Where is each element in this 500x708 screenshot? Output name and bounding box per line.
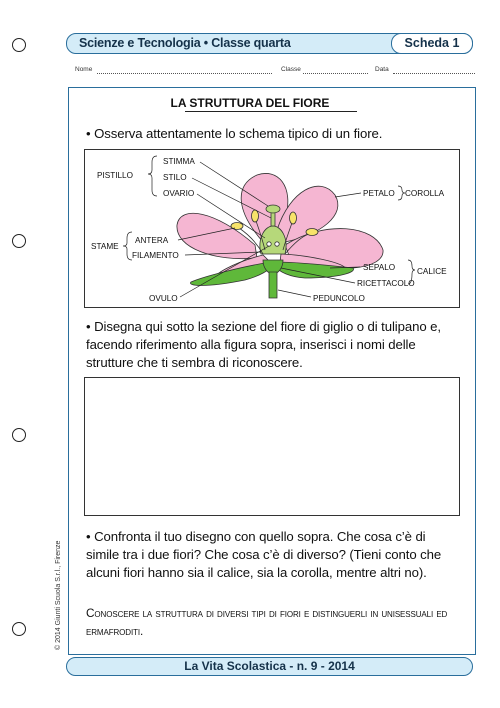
header-title: Scienze e Tecnologia • Classe quarta <box>79 36 291 50</box>
style <box>271 212 275 226</box>
label-stilo: STILO <box>163 173 187 182</box>
binder-hole <box>12 234 26 248</box>
drawing-area[interactable] <box>84 377 460 516</box>
flower-illustration <box>85 150 459 307</box>
instruction-observe: • Osserva attentamente lo schema tipico di un fiore. <box>86 126 383 141</box>
flower-diagram <box>84 149 460 308</box>
stigma <box>266 205 280 213</box>
label-stimma: STIMMA <box>163 157 195 166</box>
label-calice: CALICE <box>417 267 447 276</box>
binder-hole <box>12 622 26 636</box>
anther <box>290 212 297 224</box>
learning-objective: Conoscere la struttura di diversi tipi di fiori e distinguerli in unisessuali ed ermafroditi. <box>86 606 448 638</box>
label-ovulo: OVULO <box>149 294 178 303</box>
label-antera: ANTERA <box>135 236 169 245</box>
label-stame: STAME <box>91 242 119 251</box>
label-peduncolo: PEDUNCOLO <box>313 294 365 303</box>
worksheet-tag: Scheda 1 <box>391 33 473 54</box>
class-field[interactable] <box>303 73 368 74</box>
date-field[interactable] <box>393 73 475 74</box>
label-filamento: FILAMENTO <box>132 251 179 260</box>
binder-hole <box>12 38 26 52</box>
label-pistillo: PISTILLO <box>97 171 133 180</box>
name-field[interactable] <box>97 73 272 74</box>
anther <box>252 210 259 222</box>
class-label: Classe <box>281 66 301 73</box>
binder-hole <box>12 428 26 442</box>
label-petalo: PETALO <box>363 189 395 198</box>
header-bar <box>66 33 473 54</box>
worksheet-title: LA STRUTTURA DEL FIORE <box>170 96 330 110</box>
anther <box>306 229 318 236</box>
name-label: Nome <box>75 66 93 73</box>
label-ricettacolo: RICETTACOLO <box>357 279 415 288</box>
label-corolla: COROLLA <box>405 189 445 198</box>
ovule <box>275 242 279 246</box>
title-underline <box>185 111 357 112</box>
petal-left <box>177 213 257 258</box>
copyright-text: © 2014 Giunti Scuola S.r.l., Firenze <box>55 540 62 650</box>
peduncle <box>269 272 277 298</box>
date-label: Data <box>375 66 389 73</box>
label-ovario: OVARIO <box>163 189 195 198</box>
instruction-draw: • Disegna qui sotto la sezione del fiore di giglio o di tulipano e, facendo riferimento alla figura sopra, inserisci i nomi delle strutture che ti sembra di riconoscere. <box>86 319 441 370</box>
label-sepalo: SEPALO <box>363 263 396 272</box>
footer-bar: La Vita Scolastica - n. 9 - 2014 <box>66 657 473 676</box>
instruction-compare: • Confronta il tuo disegno con quello sopra. Che cosa c’è di simile tra i due fiori? Che cosa c’è di diverso? (Tieni conto che alcuni fiori hanno sia il calice, sia la corolla, mentre altri no). <box>86 529 442 580</box>
ovule <box>267 242 271 246</box>
